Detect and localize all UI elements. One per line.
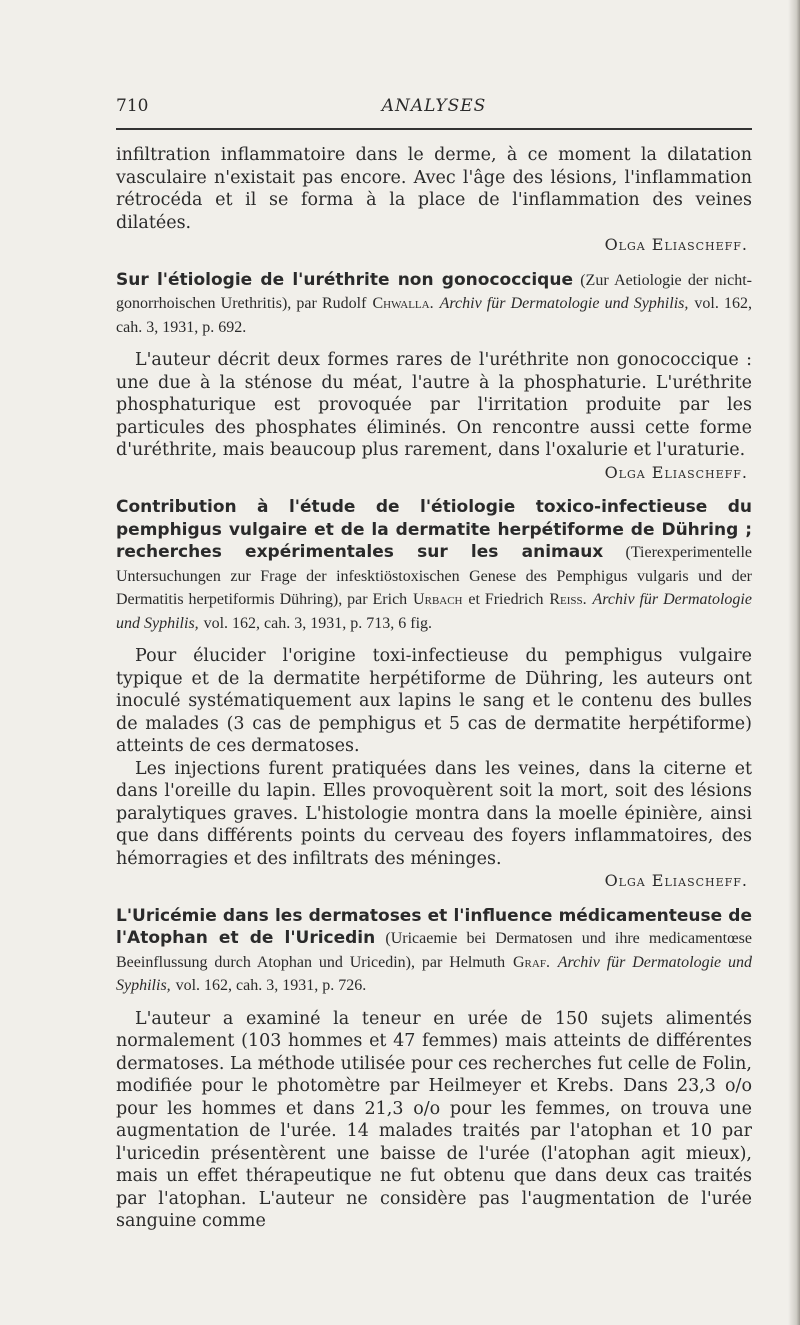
page-header (116, 96, 752, 120)
journal-name: Archiv für Dermatologie und Syphilis, (116, 953, 752, 994)
article-uricemie (116, 905, 752, 1233)
page-number: 710 (116, 96, 149, 116)
article-pemphigus (116, 496, 752, 893)
paragraph: L'auteur décrit deux formes rares de l'uréthrite non gonococcique : une due à la sténose du méat, l'autre à la phosphaturie. L'uréthrite phosphaturique est provoquée par l'irritation produite par les particules des phosphates éliminés. On rencontre aussi cette forme d'uréthrite, mais beaucoup plus rarement, dans l'oxalurie et l'uraturie. (116, 350, 752, 460)
signature: Olga Eliascheff. (604, 235, 748, 254)
author-name: Graf (513, 953, 546, 971)
page-edge-shadow (788, 0, 800, 1325)
paragraph: L'auteur a examiné la teneur en urée de 150 sujets alimentés normalement (103 hommes et 47 femmes) mais atteints de différentes dermatoses. La méthode utilisée pour ces recherches fut celle de Folin, modifiée pour le photomètre par Heilmeyer et Krebs. Dans 23,3 o/o pour les hommes et dans 21,3 o/o pour les femmes, on trouva une augmentation de l'urée. 14 malades traités par l'atophan et 10 par l'uricedin présentèrent une baisse de l'urée (l'atophan agit mieux), mais un effet thérapeutique ne fut obtenu que dans deux cas traités par l'atophan. L'auteur ne considère pas l'augmentation de l'urée sanguine comme (116, 1008, 752, 1231)
author-name-2: Reiss (549, 591, 583, 608)
article-urethrite (116, 269, 752, 485)
reference-text: (Uricaemie bei Dermatosen und ihre medicamentœse Beeinflussung durch Atophan und Uricedin), par Helmuth (116, 930, 753, 971)
reference-text-mid: et Friedrich (468, 591, 544, 608)
reference-details: vol. 162, cah. 3, 1931, p. 692. (116, 295, 752, 336)
author-name: Urbach (413, 591, 463, 608)
article-heading: Sur l'étiologie de l'uréthrite non gonococcique (Zur Aetiologie der nicht-gonorrhoischen Urethritis), par Rudolf Chwalla. Archiv für Dermatologie und Syphilis, vol. 162, cah. 3, 1931, p. 692. (116, 269, 752, 336)
article-title: Contribution à l'étude de l'étiologie toxico-infectieuse du pemphigus vulgaire et de la dermatite herpétiforme de Dühring ; recherches expérimentales sur les animaux (116, 497, 752, 562)
article-title: L'Uricémie dans les dermatoses et l'influence médicamenteuse de l'Atophan et de l'Uricedin (116, 905, 752, 948)
journal-name: Archiv für Dermatologie und Syphilis, (116, 591, 752, 632)
signature: Olga Eliascheff. (604, 871, 748, 890)
article-heading: Contribution à l'étude de l'étiologie toxico-infectieuse du pemphigus vulgaire et de la dermatite herpétiforme de Dühring ; recherches expérimentales sur les animaux (Tierexperimentelle Untersuchungen zur Frage der infesktiöstoxischen Genese des Pemphigus vulgaris und der Dermatitis herpetiformis Dühring), par Erich Urbach et Friedrich Reiss. Archiv für Dermatologie und Syphilis, vol. 162, cah. 3, 1931, p. 713, 6 fig. (116, 497, 752, 632)
paragraph: Les injections furent pratiquées dans les veines, dans la citerne et dans l'oreille du lapin. Elles provoquèrent soit la mort, soit des lésions paralytiques graves. L'histologie montra dans la moelle épinière, ainsi que dans différents points du cerveau des foyers inflammatoires, des hémorragies et des infiltrats des méninges. (116, 758, 752, 869)
article-heading: L'Uricémie dans les dermatoses et l'influence médicamenteuse de l'Atophan et de l'Uricedin (Uricaemie bei Dermatosen und ihre medicamentœse Beeinflussung durch Atophan und Uricedin), par Helmuth Graf. Archiv für Dermatologie und Syphilis, vol. 162, cah. 3, 1931, p. 726. (116, 905, 753, 994)
running-title: ANALYSES (381, 96, 487, 116)
paragraph: infiltration inflammatoire dans le derme, à ce moment la dilatation vasculaire n'existait pas encore. Avec l'âge des lésions, l'inflammation rétrocéda et il se forma à la place de l'inflammation des veines dilatées. (116, 145, 752, 233)
paragraph: Pour élucider l'origine toxi-infectieuse du pemphigus vulgaire typique et de la dermatite herpétiforme de Dühring, les auteurs ont inoculé systématiquement aux lapins le sang et le contenu des bulles de malades (3 cas de pemphigus et 5 cas de dermatite herpétiforme) atteints de ces dermatoses. (116, 646, 752, 756)
page-content (116, 144, 752, 1233)
reference-text: (Zur Aetiologie der nicht-gonorrhoischen Urethritis), par Rudolf (116, 271, 752, 312)
signature: Olga Eliascheff. (604, 462, 748, 482)
journal-name: Archiv für Dermatologie und Syphilis, (439, 295, 689, 312)
reference-text: (Tierexperimentelle Untersuchungen zur Frage der infesktiöstoxischen Genese des Pemphigus vulgaris und der Dermatitis herpetiformis Dühring), par Erich (116, 544, 752, 608)
author-name: Chwalla (372, 295, 430, 312)
article-continuation (116, 144, 752, 257)
reference-details: vol. 162, cah. 3, 1931, p. 713, 6 fig. (203, 614, 433, 632)
reference-details: vol. 162, cah. 3, 1931, p. 726. (175, 977, 367, 994)
header-rule (116, 128, 752, 130)
journal-page (116, 96, 753, 1231)
article-title: Sur l'étiologie de l'uréthrite non gonococcique (116, 269, 573, 290)
